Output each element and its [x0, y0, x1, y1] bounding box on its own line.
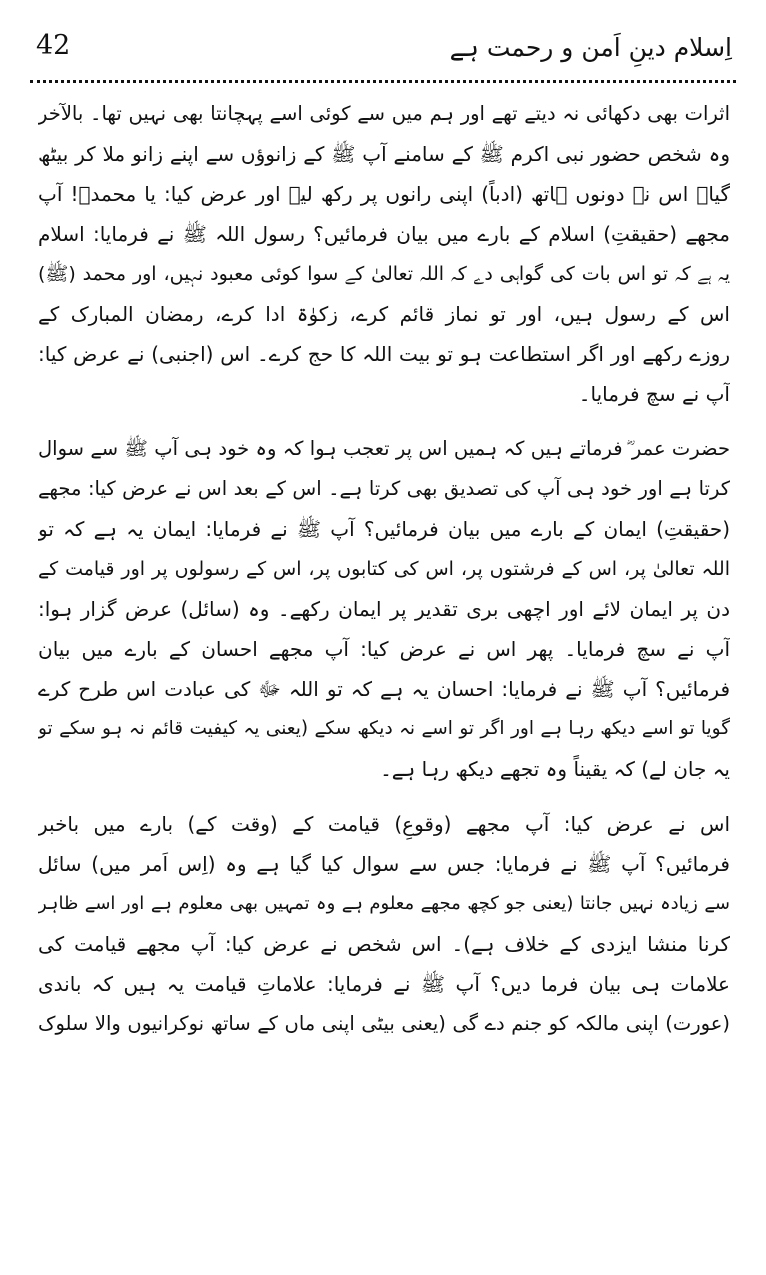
text-line: آپ نے سچ فرمایا۔ پھر اس نے عرض کیا: آپ مجھے احسان کے بارے میں بیان [38, 637, 730, 661]
text-line: دن پر ایمان لائے اور اچھی بری تقدیر پر ایمان رکھے۔ وہ (سائل) عرض گزار ہوا: [38, 597, 730, 621]
header-dotted-rule [30, 80, 736, 83]
paragraph-2 [38, 429, 730, 789]
text-line: علامات ہی بیان فرما دیں؟ آپ ﷺ نے فرمایا: علاماتِ قیامت یہ ہیں کہ باندی [38, 972, 730, 996]
paragraph-1 [38, 94, 730, 414]
text-line: یہ ہے کہ تو اس بات کی گواہی دے کہ اللہ تعالیٰ کے سوا کوئی معبود نہیں، اور محمد (ﷺ) [38, 263, 730, 285]
text-line: حضرت عمر ؓ فرماتے ہیں کہ ہمیں اس پر تعجب ہوا کہ وہ خود ہی آپ ﷺ سے سوال [38, 437, 730, 460]
text-line: کرنا منشا ایزدی کے خلاف ہے)۔ اس شخص نے عرض کیا: آپ مجھے قیامت کی [38, 932, 730, 956]
text-line: (عورت) اپنی مالکہ کو جنم دے گی (یعنی بیٹی اپنی ماں کے ساتھ نوکرانیوں والا سلوک [38, 1012, 730, 1035]
text-line: گیا۔ اس نے دونوں ہاتھ (ادباً) اپنی رانوں پر رکھ لیے اور عرض کیا: یا محمدؐ! آپ [38, 182, 730, 206]
text-line: فرمائیں؟ آپ ﷺ نے فرمایا: جس سے سوال کیا گیا ہے وہ (اِس اَمر میں) سائل [38, 852, 730, 876]
text-line: اس کے رسول ہیں، اور تو نماز قائم کرے، زکوٰۃ ادا کرے، رمضان المبارک کے [38, 302, 730, 326]
text-line: گویا تو اسے دیکھ رہا ہے اور اگر تو اسے نہ دیکھ سکے (یعنی یہ کیفیت قائم نہ ہو سکے تو [38, 718, 730, 739]
text-line: مجھے (حقیقتِ) اسلام کے بارے میں بیان فرمائیں؟ رسول اللہ ﷺ نے فرمایا: اسلام [38, 222, 730, 246]
text-line: فرمائیں؟ آپ ﷺ نے فرمایا: احسان یہ ہے کہ تو اللہ ﷻ کی عبادت اس طرح کرے [38, 677, 730, 701]
page-number: 42 [36, 30, 71, 61]
text-line: وہ شخص حضور نبی اکرم ﷺ کے سامنے آپ ﷺ کے زانوؤں سے اپنے زانو ملا کر بیٹھ [38, 142, 730, 166]
text-line: اس نے عرض کیا: آپ مجھے (وقوعِ) قیامت کے (وقت کے) بارے میں باخبر [38, 812, 730, 836]
running-title: اِسلام دینِ اَمن و رحمت ہے [449, 33, 732, 62]
paragraph-3 [38, 804, 730, 1044]
text-line: روزے رکھے اور اگر استطاعت ہو تو بیت اللہ کا حج کرے۔ اس (اجنبی) نے عرض کیا: [38, 342, 730, 366]
text-line: اثرات بھی دکھائی نہ دیتے تھے اور ہم میں سے کوئی اسے پہچانتا بھی نہیں تھا۔ بالآخر [38, 102, 730, 125]
text-line: آپ نے سچ فرمایا۔ [578, 382, 730, 406]
page-header [36, 26, 732, 70]
text-line: یہ جان لے) کہ یقیناً وہ تجھے دیکھ رہا ہے۔ [380, 757, 730, 781]
text-line: سے زیادہ نہیں جانتا (یعنی جو کچھ مجھے معلوم ہے وہ تمہیں بھی معلوم ہے اور اسے ظاہر [38, 893, 730, 914]
text-line: اللہ تعالیٰ پر، اس کے فرشتوں پر، اس کی کتابوں پر، اس کے رسولوں پر اور قیامت کے [38, 558, 730, 580]
text-line: کرتا ہے اور خود ہی آپ کی تصدیق بھی کرتا ہے۔ اس کے بعد اس نے عرض کیا: مجھے [38, 477, 730, 500]
body-text [38, 94, 730, 1059]
text-line: (حقیقتِ) ایمان کے بارے میں بیان فرمائیں؟ آپ ﷺ نے فرمایا: ایمان یہ ہے کہ تو [38, 517, 730, 541]
